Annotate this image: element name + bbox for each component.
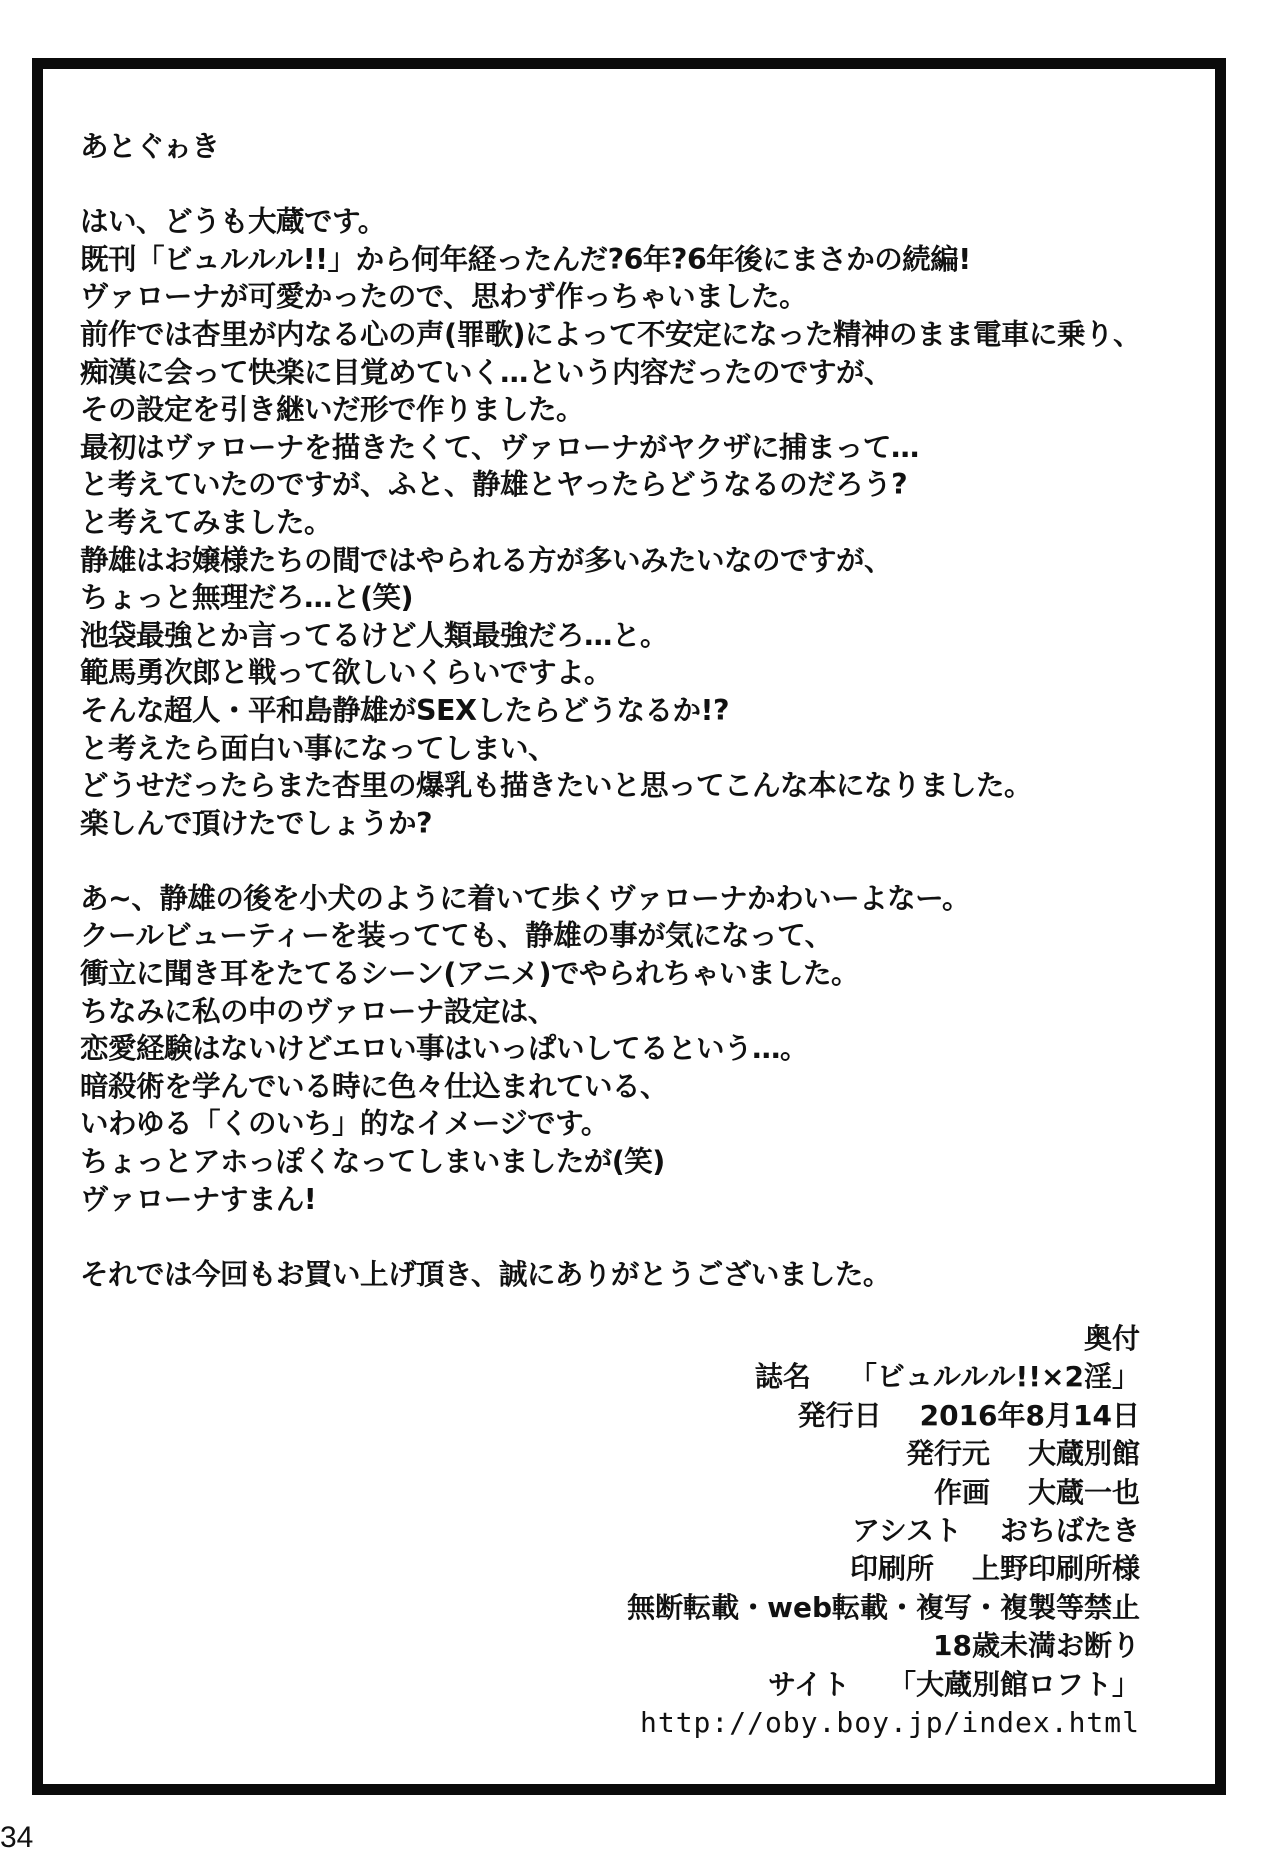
paragraph-gap (80, 842, 1160, 880)
colophon-printer-label: 印刷所 (849, 1552, 934, 1586)
text-line: いわゆる「くのいち」的なイメージです。 (80, 1107, 609, 1141)
colophon-assist-label: アシスト (851, 1513, 962, 1547)
colophon-site-label: サイト (767, 1667, 850, 1701)
text-line: 池袋最強とか言ってるけど人類最強だろ…と。 (80, 618, 669, 652)
text-line: 前作では杏里が内なる心の声(罪歌)によって不安定になった精神のまま電車に乗り、 (80, 317, 1142, 351)
text-line: その設定を引き継いだ形で作りました。 (80, 393, 585, 427)
afterword-heading: あとぐゎき (80, 130, 220, 163)
afterword-text (80, 128, 1160, 1293)
colophon-publisher-row (627, 1435, 1140, 1473)
colophon-url-link[interactable]: http://oby.boy.jp/index.html (639, 1705, 1140, 1739)
colophon-publisher-label: 発行元 (905, 1437, 990, 1471)
text-line: ちょっとアホっぽくなってしまいましたが(笑) (80, 1145, 665, 1179)
colophon-date-label: 発行日 (797, 1398, 882, 1432)
text-line: 衝立に聞き耳をたてるシーン(アニメ)でやられちゃいました。 (80, 957, 860, 991)
text-line: 静雄はお嬢様たちの間ではやられる方が多いみたいなのですが、 (80, 543, 893, 577)
colophon-date-row (627, 1397, 1140, 1435)
colophon-printer-row (627, 1550, 1140, 1588)
page-number: 34 (0, 1821, 34, 1854)
text-line: はい、どうも大蔵です。 (80, 205, 386, 239)
colophon-publisher-value: 大蔵別館 (1027, 1437, 1140, 1471)
text-line: 暗殺術を学んでいる時に色々仕込まれている、 (80, 1069, 669, 1103)
colophon-notice-copying: 無断転載・web転載・複写・複製等禁止 (627, 1590, 1140, 1624)
colophon-notice-age: 18歳未満お断り (933, 1629, 1140, 1663)
colophon-date-value: 2016年8月14日 (919, 1398, 1140, 1432)
text-line: 既刊「ビュルルル!!」から何年経ったんだ?6年?6年後にまさかの続編! (80, 242, 971, 276)
text-line: ヴァローナが可愛かったので、思わず作っちゃいました。 (80, 280, 808, 314)
colophon-name-row (627, 1358, 1140, 1396)
colophon-title: 奥付 (1083, 1322, 1140, 1355)
colophon-artist-value: 大蔵一也 (1027, 1475, 1140, 1509)
colophon-artist-label: 作画 (933, 1475, 990, 1509)
text-line: どうせだったらまた杏里の爆乳も描きたいと思ってこんな本になりました。 (80, 769, 1033, 803)
text-line: ちょっと無理だろ…と(笑) (80, 581, 414, 615)
paragraph-gap (80, 1218, 1160, 1256)
colophon-name-value: 「ビュルルル!!×2淫」 (848, 1360, 1140, 1394)
afterword-closing: それでは今回もお買い上げ頂き、誠にありがとうございました。 (80, 1257, 891, 1291)
afterword-paragraph-1 (80, 203, 1160, 842)
colophon-assist-value: おちばたき (999, 1513, 1140, 1547)
colophon-assist-row (627, 1512, 1140, 1550)
text-line: と考えてみました。 (80, 505, 333, 539)
text-line: そんな超人・平和島静雄がSEXしたらどうなるか!? (80, 693, 729, 727)
afterword-paragraph-2 (80, 880, 1160, 1218)
colophon (627, 1320, 1140, 1742)
text-line: と考えたら面白い事になってしまい、 (80, 731, 557, 765)
text-line: 恋愛経験はないけどエロい事はいっぱいしてるという…。 (80, 1032, 809, 1066)
colophon-site-row (627, 1666, 1140, 1704)
text-line: 範馬勇次郎と戦って欲しいくらいですよ。 (80, 656, 613, 690)
colophon-name-label: 誌名 (754, 1360, 811, 1394)
colophon-site-value: 「大蔵別館ロフト」 (887, 1667, 1140, 1701)
text-line: ヴァローナすまん! (80, 1182, 317, 1216)
text-line: 最初はヴァローナを描きたくて、ヴァローナがヤクザに捕まって… (80, 430, 919, 464)
text-line: 楽しんで頂けたでしょうか? (80, 806, 433, 840)
colophon-artist-row (627, 1474, 1140, 1512)
colophon-printer-value: 上野印刷所様 (971, 1552, 1140, 1586)
text-line: クールビューティーを装ってても、静雄の事が気になって、 (80, 919, 833, 953)
text-line: と考えていたのですが、ふと、静雄とヤったらどうなるのだろう? (80, 468, 908, 502)
text-line: ちなみに私の中のヴァローナ設定は、 (80, 994, 556, 1028)
text-line: あ~、静雄の後を小犬のように着いて歩くヴァローナかわいーよなー。 (80, 881, 970, 915)
text-line: 痴漢に会って快楽に目覚めていく…という内容だったのですが、 (80, 355, 893, 389)
